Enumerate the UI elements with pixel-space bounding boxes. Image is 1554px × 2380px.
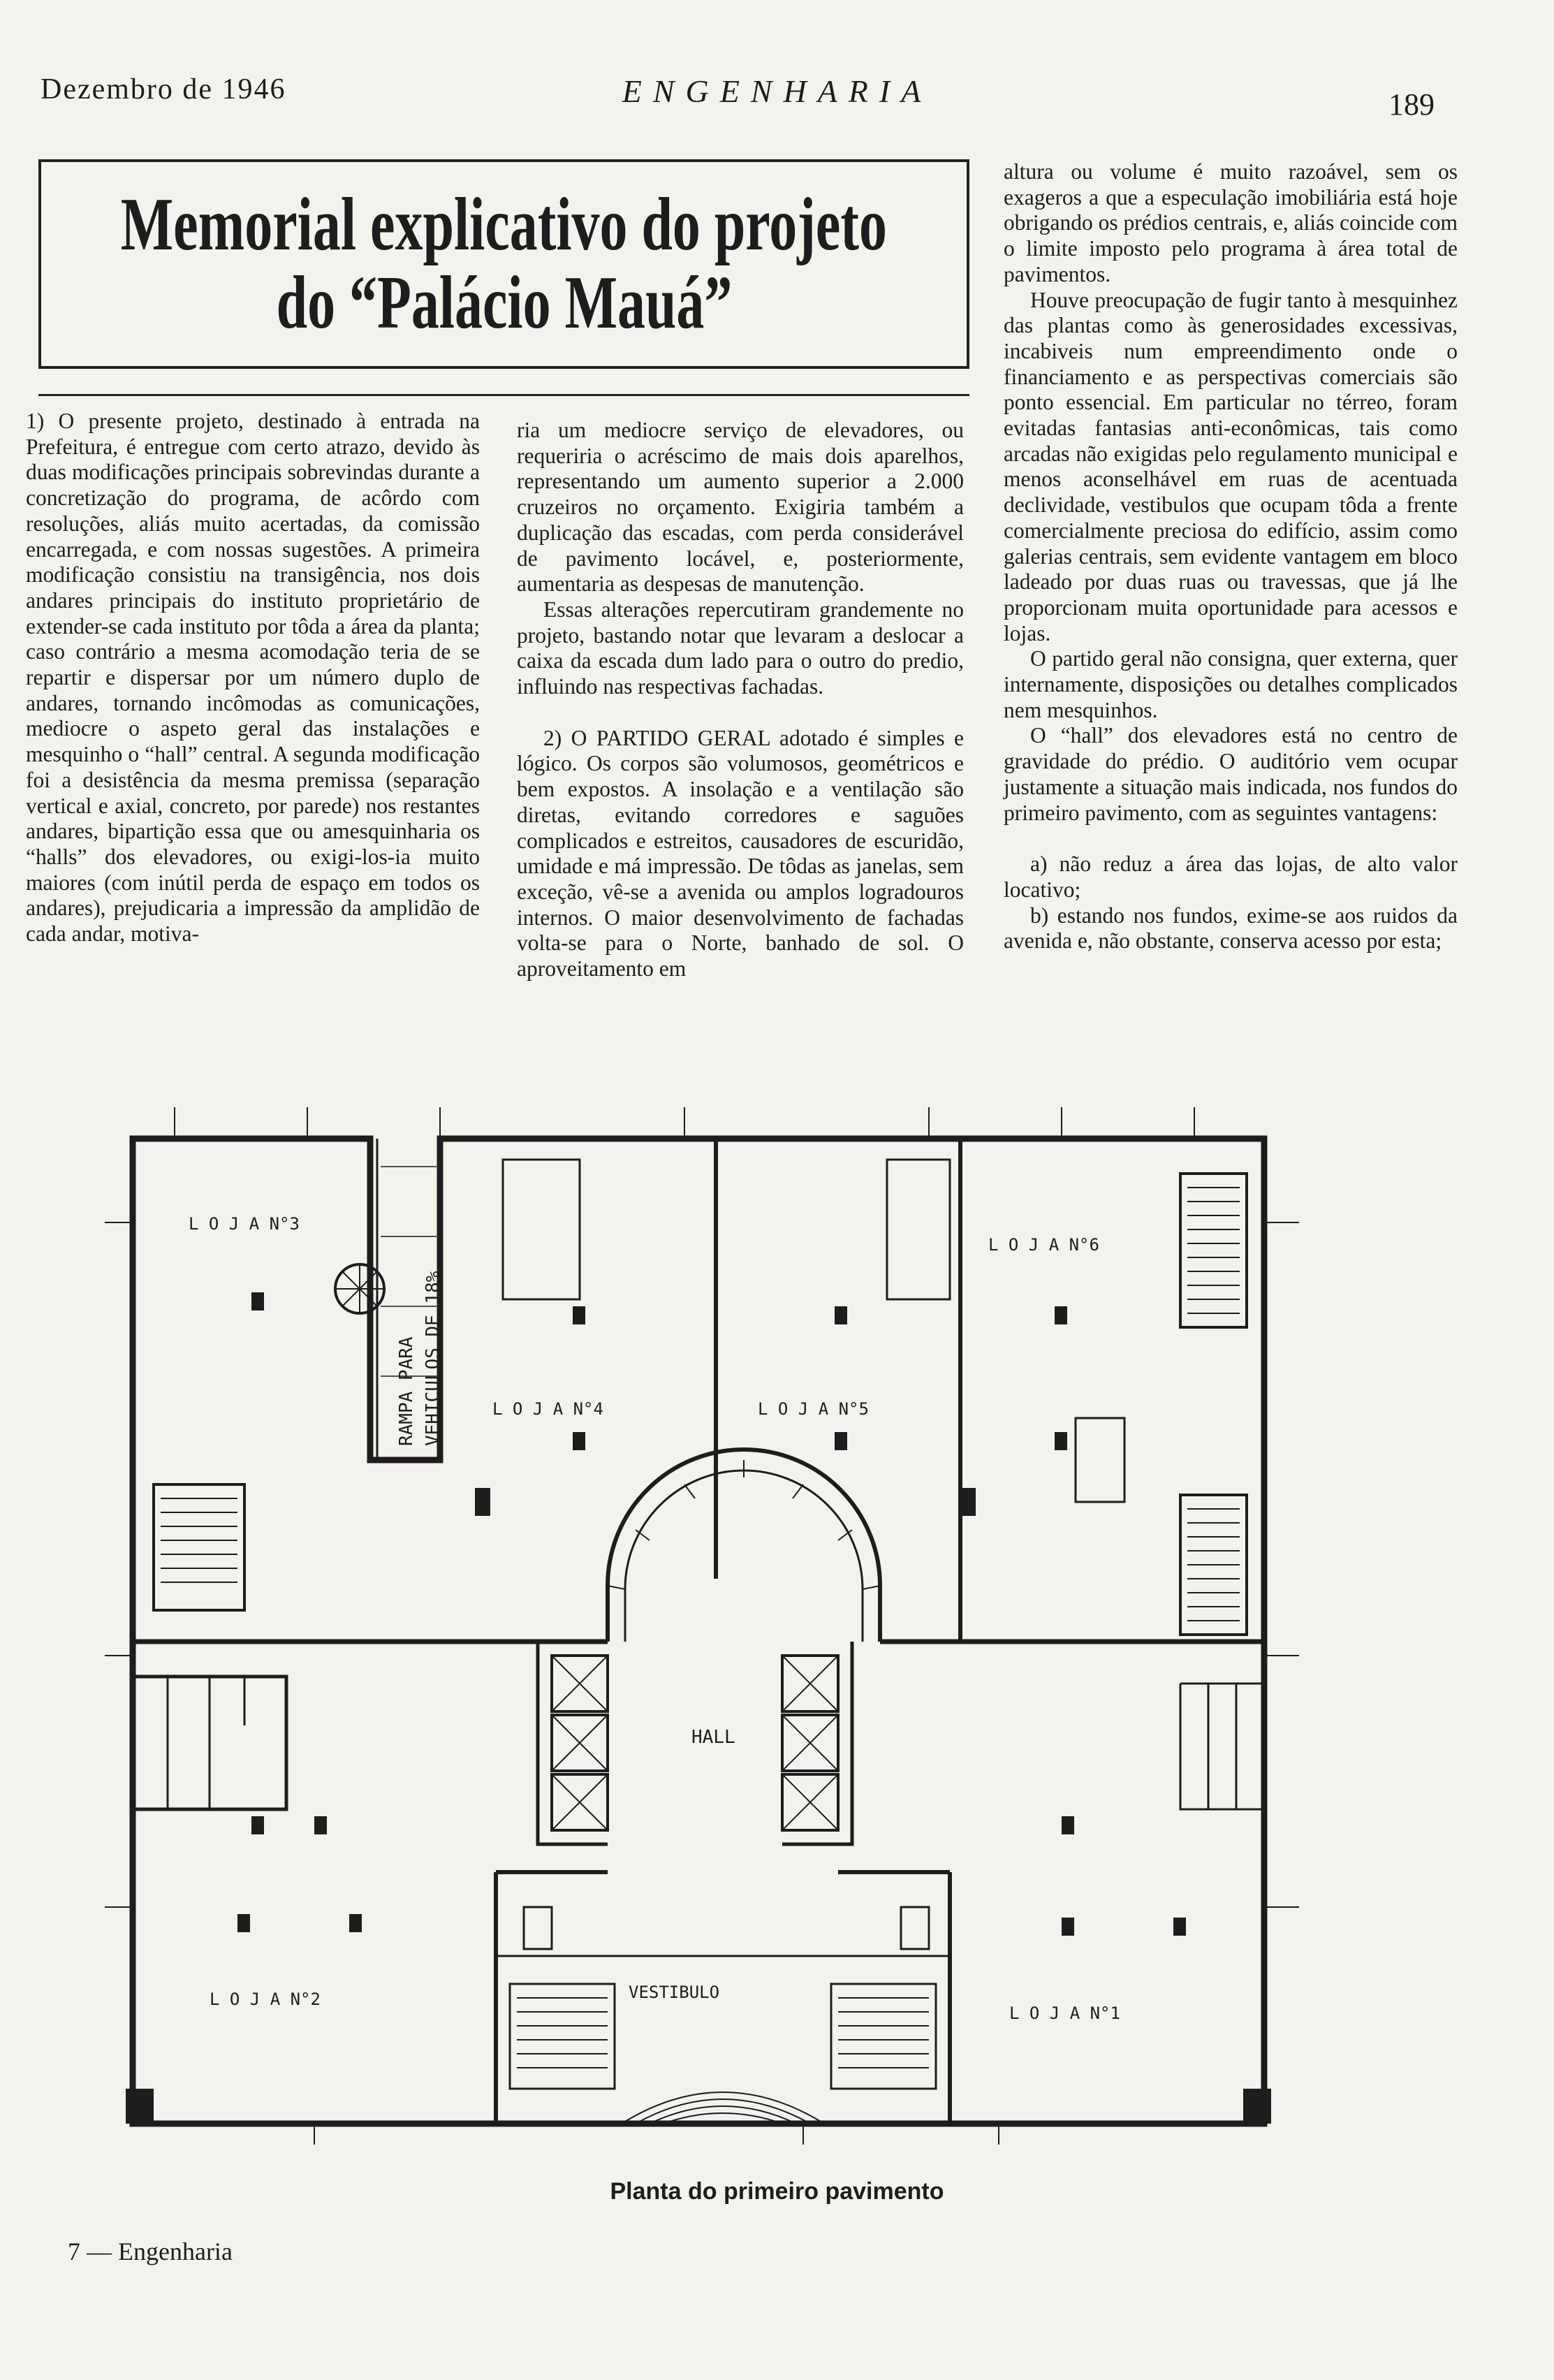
paragraph: O partido geral não consigna, quer externa, quer internamente, disposições ou detalhes complicados nem mesquinhos.	[1004, 646, 1458, 722]
plan-label-loja-3: L O J A N°3	[189, 1214, 300, 1234]
text-column-2	[517, 418, 964, 982]
paragraph: ria um mediocre serviço de elevadores, ou requeriria o acréscimo de mais dois aparelhos, representando um aumento superior a 2.000 cruzeiros no orçamento. Exigiria também a duplicação das escadas, com perda considerável de pavimento locável, e, posteriormente, aumentaria as despesas de manutenção.	[517, 418, 964, 597]
article-title-line-2: do “Palácio Mauá”	[276, 261, 732, 344]
figure-caption: Planta do primeiro pavimento	[610, 2178, 944, 2205]
article-title-box	[38, 159, 969, 369]
running-header-date: Dezembro de 1946	[41, 73, 286, 105]
plan-label-hall: HALL	[691, 1727, 735, 1748]
list-item: b) estando nos fundos, exime-se aos ruidos da avenida e, não obstante, conserva acesso por esta;	[1004, 903, 1458, 954]
plan-label-loja-4: L O J A N°4	[492, 1399, 603, 1419]
paragraph: altura ou volume é muito razoável, sem os exageros a que a especulação imobiliária está hoje obrigando os prédios centrais, e, aliás coincide com o limite imposto pelo programa à área total de pavimentos.	[1004, 159, 1458, 286]
text-column-1	[26, 409, 480, 947]
text-column-3	[1004, 159, 1458, 954]
plan-label-loja-6: L O J A N°6	[988, 1235, 1099, 1255]
paragraph: Essas alterações repercutiram grandemente no projeto, bastando notar que levaram a deslocar a caixa da escada dum lado para o outro do predio, influindo nas respectivas fachadas.	[517, 597, 964, 699]
page-number: 189	[1388, 87, 1435, 122]
plan-label-ramp-line-2: VEHICULOS DE 18%	[423, 1271, 444, 1446]
list-item: a) não reduz a área das lojas, de alto valor locativo;	[1004, 852, 1458, 902]
plan-label-ramp-line-1: RAMPA PARA	[396, 1336, 417, 1446]
paragraph: 2) O PARTIDO GERAL adotado é simples e lógico. Os corpos são volumosos, geométricos e bem expostos. A insolação e a ventilação são diretas, evitando corredores e saguões complicados e estreitos, causadores de escuridão, umidade e má impressão. De tôdas as janelas, sem exceção, vê-se a avenida ou amplos logradouros internos. O maior desenvolvimento de fachadas volta-se para o Norte, banhado de sol. O aproveitamento em	[517, 725, 964, 981]
plan-label-loja-1: L O J A N°1	[1009, 2003, 1120, 2023]
paragraph: Houve preocupação de fugir tanto à mesquinhez das plantas como às generosidades excessivas, incabiveis num empreendimento onde o financiamento e as perspectivas comerciais são ponto essencial. Em particular no térreo, foram evitadas fantasias anti-econômicas, tais como arcadas não exigidas pelo regulamento municipal e menos aconselhável em ruas de acentuada declividade, vestibulos que ocupam tôda a frente comercialmente preciosa do edifício, assim como galerias centrais, sem evidente vantagem em bloco ladeado por duas ruas ou travessas, que já lhe proporcionam muita oportunidade para acessos e lojas.	[1004, 287, 1458, 645]
paragraph: 1) O presente projeto, destinado à entrada na Prefeitura, é entregue com certo atrazo, devido às duas modificações principais sobrevindas durante a concretização do programa, de acôrdo com resoluções, aliás muito acertadas, da comissão encarregada, e com nossas sugestões. A primeira modificação consistiu na transigência, nos dois andares principais do instituto proprietário de extender-se cada instituto por tôda a área da planta; caso contrário a mesma acomodação teria de se repartir e dispersar por um número duplo de andares, tornando incômodas as comunicações, mediocre o aspeto geral das instalações e mesquinho o “hall” central. A segunda modificação foi a desistência da mesma premissa (separação vertical e axial, concreto, por parede) nos restantes andares, bipartição essa que ou amesquinharia os “halls” dos elevadores, ou exigi-los-ia muito maiores (com inútil perda de espaço em todos os andares), prejudicaria a impressão da amplidão de cada andar, motiva-	[26, 409, 480, 947]
title-rule	[38, 394, 969, 396]
page-footer: 7 — Engenharia	[68, 2237, 233, 2265]
plan-label-vestibulo: VESTIBULO	[629, 1983, 720, 2002]
plan-label-loja-2: L O J A N°2	[210, 1990, 321, 2009]
plan-label-loja-5: L O J A N°5	[758, 1399, 869, 1419]
running-header-journal: ENGENHARIA	[622, 73, 932, 109]
paragraph: O “hall” dos elevadores está no centro de gravidade do prédio. O auditório vem ocupar justamente a situação mais indicada, nos fundos do primeiro pavimento, com as seguintes vantagens:	[1004, 723, 1458, 825]
floor-plan-drawing	[105, 1097, 1404, 2145]
article-title-line-1: Memorial explicativo do projeto	[120, 183, 888, 266]
